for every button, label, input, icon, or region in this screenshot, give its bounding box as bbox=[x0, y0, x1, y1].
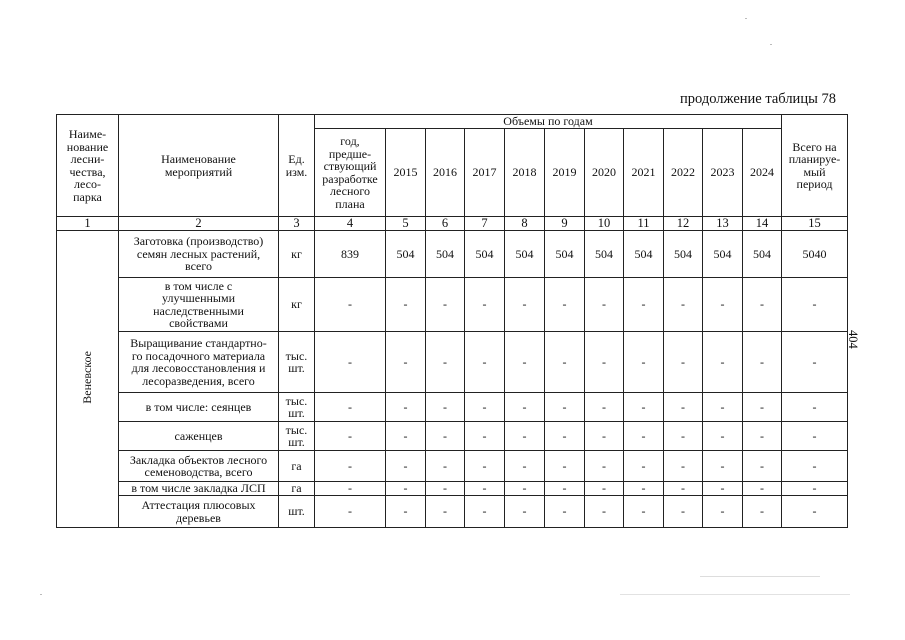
value-cell: - bbox=[585, 451, 624, 482]
unit-cell: тыс. шт. bbox=[279, 332, 315, 393]
value-cell: - bbox=[465, 332, 505, 393]
value-cell: - bbox=[664, 451, 703, 482]
value-cell: - bbox=[585, 496, 624, 528]
value-cell: - bbox=[386, 496, 426, 528]
value-cell: - bbox=[315, 278, 386, 332]
value-cell: - bbox=[386, 332, 426, 393]
value-cell: - bbox=[703, 482, 743, 496]
value-cell: - bbox=[624, 332, 664, 393]
unit-cell: кг bbox=[279, 231, 315, 278]
value-cell: 504 bbox=[703, 231, 743, 278]
value-cell: - bbox=[545, 278, 585, 332]
value-cell: - bbox=[585, 278, 624, 332]
header-year-2017: 2017 bbox=[465, 129, 505, 217]
table-row bbox=[57, 451, 848, 482]
value-cell: 504 bbox=[386, 231, 426, 278]
value-cell: - bbox=[664, 332, 703, 393]
value-cell: - bbox=[545, 451, 585, 482]
header-year-2022: 2022 bbox=[664, 129, 703, 217]
column-number: 7 bbox=[465, 217, 505, 231]
unit-cell: тыс. шт. bbox=[279, 393, 315, 422]
value-cell: - bbox=[426, 278, 465, 332]
activity-name: Закладка объектов лесного семеноводства, всего bbox=[119, 451, 279, 482]
value-cell: - bbox=[465, 422, 505, 451]
header-forestry: Наиме- нование лесни- чества, лесо- парка bbox=[57, 115, 119, 217]
value-cell: - bbox=[465, 482, 505, 496]
value-cell: - bbox=[386, 393, 426, 422]
table-row bbox=[57, 482, 848, 496]
column-number: 13 bbox=[703, 217, 743, 231]
header-year-2016: 2016 bbox=[426, 129, 465, 217]
value-cell: - bbox=[703, 496, 743, 528]
value-cell: - bbox=[505, 496, 545, 528]
value-cell: 504 bbox=[505, 231, 545, 278]
page-number: 404 bbox=[846, 330, 860, 349]
table-row bbox=[57, 393, 848, 422]
total-value-cell: - bbox=[782, 332, 848, 393]
unit-cell: шт. bbox=[279, 496, 315, 528]
value-cell: - bbox=[505, 422, 545, 451]
total-value-cell: - bbox=[782, 451, 848, 482]
value-cell: - bbox=[743, 451, 782, 482]
activity-name: в том числе с улучшенными наследственными свойствами bbox=[119, 278, 279, 332]
header-year-2021: 2021 bbox=[624, 129, 664, 217]
column-number: 2 bbox=[119, 217, 279, 231]
column-number: 11 bbox=[624, 217, 664, 231]
value-cell: - bbox=[315, 451, 386, 482]
total-value-cell: - bbox=[782, 422, 848, 451]
unit-cell: га bbox=[279, 451, 315, 482]
value-cell: - bbox=[386, 451, 426, 482]
value-cell: - bbox=[743, 422, 782, 451]
table-row bbox=[57, 231, 848, 278]
value-cell: - bbox=[624, 393, 664, 422]
value-cell: - bbox=[426, 422, 465, 451]
value-cell: - bbox=[505, 451, 545, 482]
value-cell: - bbox=[386, 482, 426, 496]
activity-name: Аттестация плюсовых деревьев bbox=[119, 496, 279, 528]
value-cell: - bbox=[664, 278, 703, 332]
value-cell: 504 bbox=[664, 231, 703, 278]
value-cell: - bbox=[624, 482, 664, 496]
total-value-cell: - bbox=[782, 278, 848, 332]
value-cell: - bbox=[585, 393, 624, 422]
value-cell: 504 bbox=[465, 231, 505, 278]
header-year-2024: 2024 bbox=[743, 129, 782, 217]
value-cell: - bbox=[315, 496, 386, 528]
value-cell: - bbox=[386, 278, 426, 332]
scan-speck bbox=[40, 594, 42, 595]
scan-speck bbox=[700, 576, 820, 577]
column-number: 10 bbox=[585, 217, 624, 231]
total-value-cell: - bbox=[782, 496, 848, 528]
header-year-2020: 2020 bbox=[585, 129, 624, 217]
total-value-cell: - bbox=[782, 393, 848, 422]
value-cell: - bbox=[664, 422, 703, 451]
column-number: 5 bbox=[386, 217, 426, 231]
value-cell: - bbox=[545, 332, 585, 393]
activity-name: в том числе: сеянцев bbox=[119, 393, 279, 422]
total-value-cell: 5040 bbox=[782, 231, 848, 278]
column-number: 15 bbox=[782, 217, 848, 231]
activity-name: Заготовка (производство) семян лесных растений, всего bbox=[119, 231, 279, 278]
scan-speck bbox=[770, 44, 772, 45]
value-cell: - bbox=[743, 332, 782, 393]
header-volumes-by-year: Объемы по годам bbox=[315, 115, 782, 129]
value-cell: - bbox=[743, 393, 782, 422]
value-cell: - bbox=[743, 482, 782, 496]
value-cell: - bbox=[624, 496, 664, 528]
activity-name: саженцев bbox=[119, 422, 279, 451]
column-number: 9 bbox=[545, 217, 585, 231]
value-cell: - bbox=[465, 451, 505, 482]
column-number: 4 bbox=[315, 217, 386, 231]
column-number: 1 bbox=[57, 217, 119, 231]
value-cell: - bbox=[624, 422, 664, 451]
value-cell: 504 bbox=[624, 231, 664, 278]
value-cell: - bbox=[585, 332, 624, 393]
header-prev-year: год, предше- ствующий разработке лесного плана bbox=[315, 129, 386, 217]
column-number: 6 bbox=[426, 217, 465, 231]
value-cell: - bbox=[743, 278, 782, 332]
value-cell: - bbox=[545, 422, 585, 451]
header-activity: Наименование мероприятий bbox=[119, 115, 279, 217]
header-total: Всего на планируе- мый период bbox=[782, 115, 848, 217]
value-cell: - bbox=[585, 422, 624, 451]
header-unit: Ед. изм. bbox=[279, 115, 315, 217]
value-cell: - bbox=[664, 393, 703, 422]
activity-name: в том числе закладка ЛСП bbox=[119, 482, 279, 496]
value-cell: - bbox=[465, 496, 505, 528]
value-cell: - bbox=[426, 451, 465, 482]
table-continuation-label: продолжение таблицы 78 bbox=[680, 91, 836, 107]
table-row bbox=[57, 332, 848, 393]
value-cell: - bbox=[664, 482, 703, 496]
value-cell: - bbox=[545, 393, 585, 422]
value-cell: - bbox=[545, 496, 585, 528]
value-cell: - bbox=[743, 496, 782, 528]
value-cell: - bbox=[426, 482, 465, 496]
forestry-name: Веневское bbox=[80, 351, 95, 405]
column-number: 8 bbox=[505, 217, 545, 231]
value-cell: - bbox=[465, 393, 505, 422]
value-cell: 839 bbox=[315, 231, 386, 278]
header-year-2015: 2015 bbox=[386, 129, 426, 217]
unit-cell: кг bbox=[279, 278, 315, 332]
value-cell: - bbox=[386, 422, 426, 451]
value-cell: - bbox=[505, 393, 545, 422]
activity-name: Выращивание стандартно- го посадочного материала для лесовосстановления и лесоразведения, всего bbox=[119, 332, 279, 393]
value-cell: - bbox=[505, 482, 545, 496]
value-cell: - bbox=[664, 496, 703, 528]
activities-table bbox=[56, 114, 848, 528]
value-cell: 504 bbox=[743, 231, 782, 278]
column-numbers-row bbox=[57, 217, 848, 231]
unit-cell: га bbox=[279, 482, 315, 496]
value-cell: - bbox=[624, 451, 664, 482]
value-cell: 504 bbox=[585, 231, 624, 278]
column-number: 12 bbox=[664, 217, 703, 231]
column-number: 3 bbox=[279, 217, 315, 231]
value-cell: - bbox=[315, 393, 386, 422]
value-cell: - bbox=[315, 422, 386, 451]
value-cell: - bbox=[465, 278, 505, 332]
value-cell: - bbox=[545, 482, 585, 496]
value-cell: - bbox=[703, 393, 743, 422]
value-cell: 504 bbox=[545, 231, 585, 278]
value-cell: - bbox=[703, 422, 743, 451]
table-row bbox=[57, 496, 848, 528]
value-cell: - bbox=[703, 278, 743, 332]
scan-speck bbox=[745, 18, 747, 19]
value-cell: - bbox=[426, 332, 465, 393]
value-cell: - bbox=[426, 496, 465, 528]
value-cell: - bbox=[703, 451, 743, 482]
value-cell: - bbox=[505, 278, 545, 332]
scan-speck bbox=[620, 594, 850, 595]
value-cell: - bbox=[315, 482, 386, 496]
header-year-2023: 2023 bbox=[703, 129, 743, 217]
unit-cell: тыс. шт. bbox=[279, 422, 315, 451]
value-cell: - bbox=[585, 482, 624, 496]
value-cell: 504 bbox=[426, 231, 465, 278]
column-number: 14 bbox=[743, 217, 782, 231]
header-year-2018: 2018 bbox=[505, 129, 545, 217]
value-cell: - bbox=[315, 332, 386, 393]
total-value-cell: - bbox=[782, 482, 848, 496]
header-year-2019: 2019 bbox=[545, 129, 585, 217]
table-row bbox=[57, 422, 848, 451]
forestry-name-cell bbox=[57, 231, 119, 528]
value-cell: - bbox=[505, 332, 545, 393]
value-cell: - bbox=[703, 332, 743, 393]
table-row bbox=[57, 278, 848, 332]
value-cell: - bbox=[624, 278, 664, 332]
value-cell: - bbox=[426, 393, 465, 422]
